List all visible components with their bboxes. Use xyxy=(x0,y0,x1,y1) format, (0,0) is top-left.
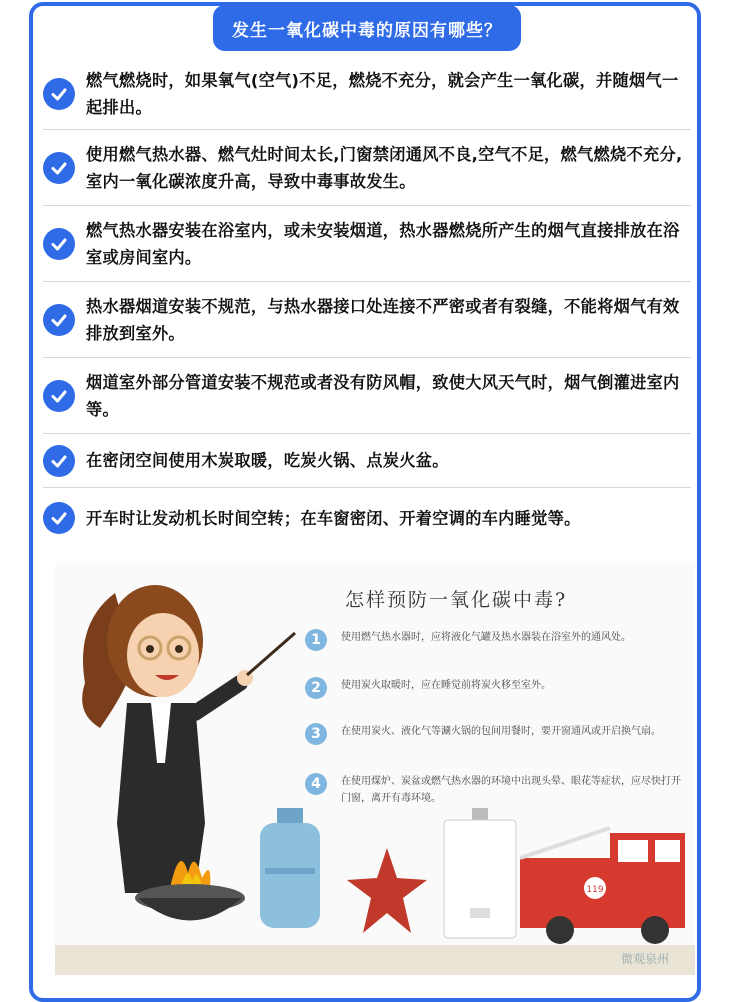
gas-tank-icon xyxy=(255,808,325,938)
cause-text: 烟道室外部分管道安装不规范或者没有防风帽，致使大风天气时，烟气倒灌进室内等。 xyxy=(86,372,680,419)
step-text: 使用炭火取暖时，应在睡觉前将炭火移至室外。 xyxy=(341,680,551,691)
checkmark-icon xyxy=(43,78,75,110)
water-heater-icon xyxy=(440,808,520,948)
watermark: 微观泉州 xyxy=(620,952,669,966)
cause-text: 燃气热水器安装在浴室内，或未安装烟道，热水器燃烧所产生的烟气直接排放在浴室或房间室内。 xyxy=(86,220,680,267)
fire-wok-icon xyxy=(130,843,250,933)
fire-truck-number: 119 xyxy=(586,885,604,895)
step-number: 4 xyxy=(305,773,327,795)
checkmark-icon xyxy=(43,228,75,260)
checkmark-icon xyxy=(43,380,75,412)
cause-text: 使用燃气热水器、燃气灶时间太长,门窗禁闭通风不良,空气不足，燃气燃烧不充分,室内一氧化碳浓度升高，导致中毒事故发生。 xyxy=(86,144,683,191)
step-number: 1 xyxy=(305,629,327,651)
charcoal-brazier-icon xyxy=(347,848,427,938)
page-title: 发生一氧化碳中毒的原因有哪些？ xyxy=(213,5,521,51)
floor xyxy=(55,945,695,975)
list-item xyxy=(43,358,691,434)
checkmark-icon xyxy=(43,304,75,336)
list-item xyxy=(43,206,691,282)
step-number: 2 xyxy=(305,677,327,699)
list-item xyxy=(43,282,691,358)
list-item xyxy=(43,434,691,488)
causes-list xyxy=(43,58,691,548)
cause-text: 在密闭空间使用木炭取暖，吃炭火锅、点炭火盆。 xyxy=(86,451,449,470)
step-number: 3 xyxy=(305,723,327,745)
checkmark-icon xyxy=(43,502,75,534)
step-text: 使用燃气热水器时，应将液化气罐及热水器装在浴室外的通风处。 xyxy=(341,632,631,643)
cause-text: 开车时让发动机长时间空转；在车窗密闭、开着空调的车内睡觉等。 xyxy=(86,508,581,528)
prevention-illustration xyxy=(55,563,695,975)
list-item xyxy=(43,488,691,548)
illustration-title: 怎样预防一氧化碳中毒? xyxy=(345,589,568,611)
step-text: 在使用炭火、液化气等涮火锅的包间用餐时，要开窗通风或开启换气扇。 xyxy=(341,726,661,737)
cause-text: 燃气燃烧时，如果氧气(空气)不足，燃烧不充分，就会产生一氧化碳，并随烟气一起排出。 xyxy=(86,70,679,117)
step-text: 在使用煤炉、炭盆或燃气热水器的环境中出现头晕、眼花等症状，应尽快打开门窗，离开有毒环境。 xyxy=(341,776,681,804)
prevention-step xyxy=(305,629,685,651)
prevention-step xyxy=(305,723,685,745)
checkmark-icon xyxy=(43,152,75,184)
list-item xyxy=(43,130,691,206)
list-item xyxy=(43,58,691,130)
cause-text: 热水器烟道安装不规范，与热水器接口处连接不严密或者有裂缝，不能将烟气有效排放到室外。 xyxy=(86,296,680,343)
prevention-step xyxy=(305,677,685,699)
prevention-step xyxy=(305,773,685,807)
fire-truck-icon xyxy=(510,818,690,948)
checkmark-icon xyxy=(43,445,75,477)
